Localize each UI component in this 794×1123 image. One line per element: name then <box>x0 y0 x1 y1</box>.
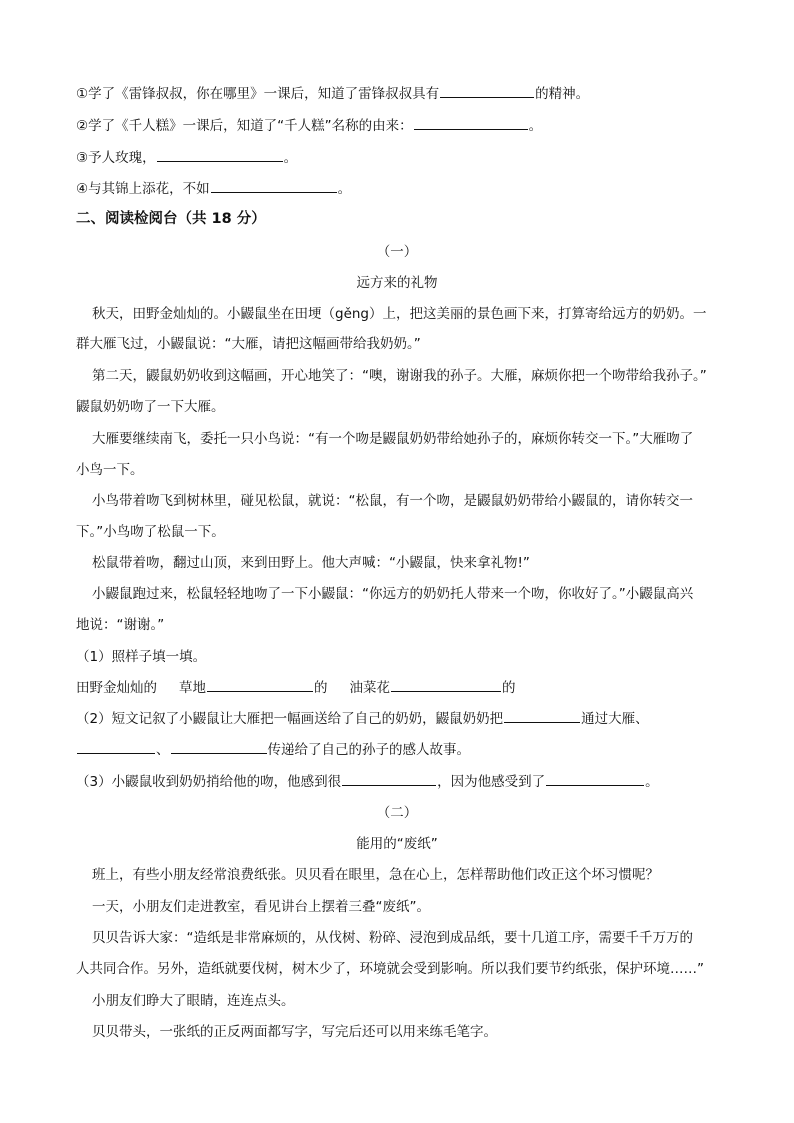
answer-blank[interactable] <box>171 739 267 754</box>
question-2-text-suffix: 传递给了自己的孙子的感人故事。 <box>267 742 470 758</box>
phrase-prefix: 草地 <box>179 680 206 696</box>
question-2-line-2 <box>76 738 470 758</box>
paragraph: 大雁要继续南飞，委托一只小鸟说：“有一个吻是鼹鼠奶奶带给她孙子的，麻烦你转交一下。”大雁吻了 <box>92 431 694 447</box>
answer-blank[interactable] <box>342 771 436 786</box>
phrase-prefix: 油菜花 <box>349 680 390 696</box>
question-3-text: （3）小鼹鼠收到奶奶捎给他的吻，他感到很 <box>76 774 342 790</box>
paragraph: 贝贝告诉大家：“造纸是非常麻烦的，从伐树、粉碎、浸泡到成品纸，要十几道工序，需要千千万万的 <box>92 930 693 946</box>
question-2-text-suffix: 通过大雁、 <box>581 711 649 727</box>
answer-blank[interactable] <box>211 178 337 193</box>
question-3-middle: ，因为他感受到了 <box>437 774 546 790</box>
question-3 <box>76 770 659 790</box>
paragraph: 小鼹鼠跑过来，松鼠轻轻地吻了一下小鼹鼠：“你远方的奶奶托人带来一个吻，你收好了。”小鼹鼠高兴 <box>92 586 694 602</box>
paragraph-continuation: 群大雁飞过，小鼹鼠说：“大雁，请把这幅画带给我奶奶。” <box>76 336 421 352</box>
paragraph: 松鼠带着吻，翻过山顶，来到田野上。他大声喊：“小鼹鼠，快来拿礼物!” <box>92 555 530 571</box>
fill-item-2-suffix: 。 <box>528 118 543 134</box>
passage-number: （一） <box>376 244 418 260</box>
passage-number: （二） <box>376 805 418 821</box>
answer-blank[interactable] <box>391 677 501 692</box>
question-3-suffix: 。 <box>645 774 659 790</box>
paragraph-continuation: 人共同合作。另外，造纸就要伐树，树木少了，环境就会受到影响。所以我们要节约纸张，保护环境……” <box>76 961 704 977</box>
fill-item-4-suffix: 。 <box>337 181 352 197</box>
answer-blank[interactable] <box>440 83 534 98</box>
phrase-suffix: 的 <box>502 680 516 696</box>
fill-item-2-text: ②学了《千人糕》一课后，知道了“千人糕”名称的由来： <box>76 118 413 134</box>
phrase-suffix: 的 <box>314 680 328 696</box>
fill-item-2 <box>76 114 542 134</box>
paragraph-continuation: 下。”小鸟吻了松鼠一下。 <box>76 524 225 540</box>
paragraph-continuation: 鼹鼠奶奶吻了一下大雁。 <box>76 399 225 415</box>
fill-item-1-text: ①学了《雷锋叔叔，你在哪里》一课后，知道了雷锋叔叔具有 <box>76 86 440 102</box>
fill-item-3-text: ③予人玫瑰， <box>76 150 156 166</box>
fill-item-3-suffix: 。 <box>283 150 298 166</box>
answer-blank[interactable] <box>157 147 283 162</box>
section-heading: 二、阅读检阅台（共 18 分） <box>76 211 266 227</box>
answer-blank[interactable] <box>546 771 644 786</box>
separator: 、 <box>156 742 170 758</box>
answer-blank[interactable] <box>207 677 313 692</box>
fill-item-4-text: ④与其锦上添花，不如 <box>76 181 210 197</box>
fill-item-3 <box>76 146 297 166</box>
paragraph: 第二天，鼹鼠奶奶收到这幅画，开心地笑了：“噢，谢谢我的孙子。大雁，麻烦你把一个吻带给我孙子。” <box>92 368 707 384</box>
paragraph: 班上，有些小朋友经常浪费纸张。贝贝看在眼里，急在心上，怎样帮助他们改正这个坏习惯呢？ <box>92 867 659 883</box>
answer-blank[interactable] <box>414 115 528 130</box>
example-phrase: 田野金灿灿的 <box>76 680 157 696</box>
question-1-row <box>76 676 516 696</box>
answer-blank[interactable] <box>77 739 155 754</box>
answer-blank[interactable] <box>504 708 580 723</box>
paragraph: 小朋友们睁大了眼睛，连连点头。 <box>92 993 295 1009</box>
paragraph-continuation: 小鸟一下。 <box>76 462 144 478</box>
paragraph: 秋天，田野金灿灿的。小鼹鼠坐在田埂（gěng）上，把这美丽的景色画下来，打算寄给远方的奶奶。一 <box>92 306 707 322</box>
paragraph: 小鸟带着吻飞到树林里，碰见松鼠，就说：“松鼠，有一个吻，是鼹鼠奶奶带给小鼹鼠的，请你转交一 <box>92 493 693 509</box>
paragraph: 贝贝带头，一张纸的正反两面都写字，写完后还可以用来练毛笔字。 <box>92 1024 497 1040</box>
passage-title: 能用的“废纸” <box>356 836 438 852</box>
fill-item-1-suffix: 的精神。 <box>535 86 590 102</box>
paragraph: 一天，小朋友们走进教室，看见讲台上摆着三叠“废纸”。 <box>92 899 430 915</box>
passage-title: 远方来的礼物 <box>356 275 438 291</box>
fill-item-4 <box>76 177 351 197</box>
question-2-text: （2）短文记叙了小鼹鼠让大雁把一幅画送给了自己的奶奶，鼹鼠奶奶把 <box>76 711 504 727</box>
question-1-label: （1）照样子填一填。 <box>76 649 207 665</box>
fill-item-1 <box>76 82 589 102</box>
question-2-line-1 <box>76 707 649 727</box>
paragraph-continuation: 地说：“谢谢。” <box>76 617 165 633</box>
